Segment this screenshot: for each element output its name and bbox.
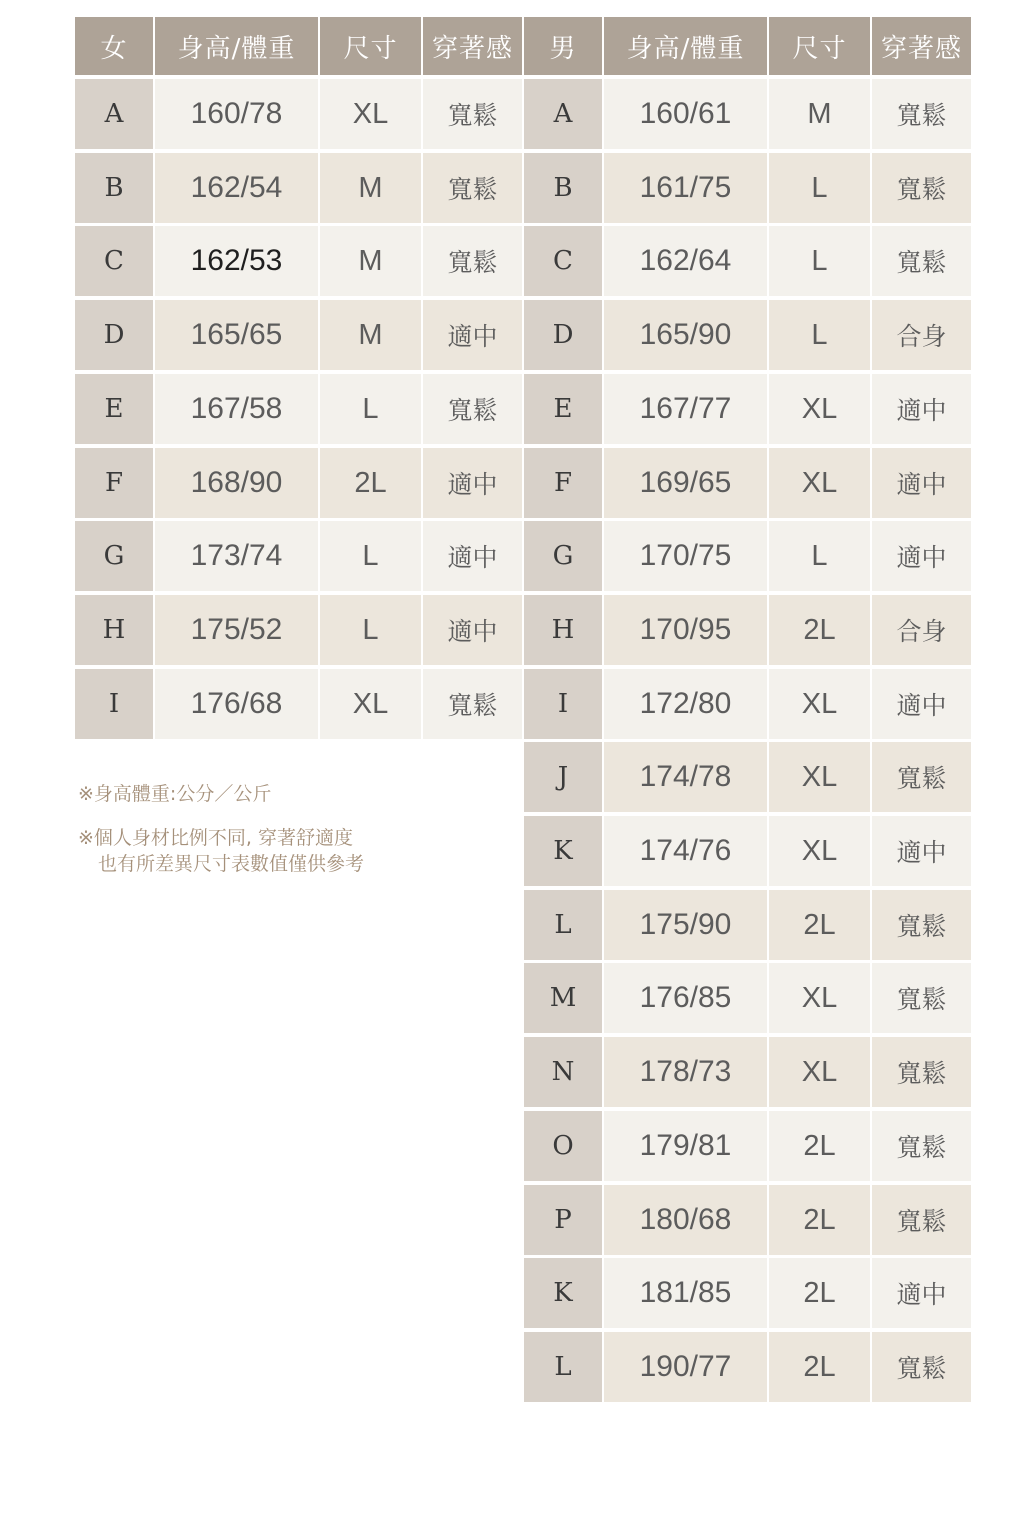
men-height-weight-cell: 174/78 [604, 742, 769, 814]
men-table-row [524, 300, 973, 372]
women-table-row [75, 448, 524, 520]
men-fit-cell: 寬鬆 [872, 226, 973, 298]
men-row-letter: F [524, 448, 604, 520]
women-height-weight-cell: 162/53 [155, 226, 320, 298]
women-fit-cell: 寬鬆 [423, 153, 524, 225]
men-height-weight-cell: 178/73 [604, 1037, 769, 1109]
men-height-weight-cell: 162/64 [604, 226, 769, 298]
women-row-letter: I [75, 669, 155, 741]
women-row-letter: B [75, 153, 155, 225]
women-row-letter: G [75, 521, 155, 593]
men-table-row [524, 521, 973, 593]
men-height-weight-cell: 175/90 [604, 890, 769, 962]
women-size-cell: M [320, 300, 423, 372]
women-fit-cell: 適中 [423, 300, 524, 372]
men-height-weight-cell: 180/68 [604, 1185, 769, 1257]
men-size-cell: XL [769, 963, 872, 1035]
men-table-row [524, 890, 973, 962]
men-fit-cell: 合身 [872, 300, 973, 372]
women-height-weight-cell: 168/90 [155, 448, 320, 520]
men-fit-cell: 寬鬆 [872, 1332, 973, 1404]
women-row-letter: E [75, 374, 155, 446]
women-size-cell: M [320, 226, 423, 298]
men-row-letter: P [524, 1185, 604, 1257]
men-fit-cell: 合身 [872, 595, 973, 667]
men-fit-cell: 寬鬆 [872, 1037, 973, 1109]
men-table-row [524, 963, 973, 1035]
women-row-letter: C [75, 226, 155, 298]
men-fit-cell: 適中 [872, 374, 973, 446]
men-fit-cell: 寬鬆 [872, 1111, 973, 1183]
men-size-cell: 2L [769, 1258, 872, 1330]
unit-note: ※身高體重:公分／公斤 [78, 783, 272, 805]
men-size-cell: XL [769, 816, 872, 888]
men-row-letter: K [524, 1258, 604, 1330]
men-size-cell: 2L [769, 1185, 872, 1257]
men-table-row [524, 226, 973, 298]
women-row-letter: D [75, 300, 155, 372]
women-table-row [75, 669, 524, 741]
men-fit-cell: 寬鬆 [872, 890, 973, 962]
men-row-letter: M [524, 963, 604, 1035]
men-height-weight-cell: 170/95 [604, 595, 769, 667]
women-fit-cell: 寬鬆 [423, 226, 524, 298]
women-table-row [75, 521, 524, 593]
men-size-cell: L [769, 300, 872, 372]
women-height-weight-cell: 167/58 [155, 374, 320, 446]
women-row-letter: A [75, 79, 155, 151]
women-height-weight-cell: 160/78 [155, 79, 320, 151]
women-size-cell: M [320, 153, 423, 225]
men-height-weight-cell: 165/90 [604, 300, 769, 372]
men-fit-cell: 適中 [872, 521, 973, 593]
disclaimer-note-line-1: ※個人身材比例不同, 穿著舒適度 [78, 827, 353, 849]
men-table-row [524, 1185, 973, 1257]
women-height-weight-cell: 175/52 [155, 595, 320, 667]
men-row-letter: N [524, 1037, 604, 1109]
header-women-fit: 穿著感 [423, 17, 524, 77]
men-table-row [524, 816, 973, 888]
men-size-cell: 2L [769, 1111, 872, 1183]
men-size-cell: L [769, 153, 872, 225]
men-height-weight-cell: 176/85 [604, 963, 769, 1035]
men-row-letter: D [524, 300, 604, 372]
men-table-row [524, 1111, 973, 1183]
women-size-cell: L [320, 521, 423, 593]
women-table-row [75, 153, 524, 225]
disclaimer-note-line-2: 也有所差異尺寸表數值僅供參考 [98, 853, 365, 875]
men-size-cell: XL [769, 374, 872, 446]
women-height-weight-cell: 176/68 [155, 669, 320, 741]
men-size-cell: XL [769, 1037, 872, 1109]
men-row-letter: L [524, 1332, 604, 1404]
header-women-height-weight: 身高/體重 [155, 17, 320, 77]
women-height-weight-cell: 173/74 [155, 521, 320, 593]
header-men-fit: 穿著感 [872, 17, 973, 77]
men-row-letter: A [524, 79, 604, 151]
women-size-cell: 2L [320, 448, 423, 520]
men-height-weight-cell: 169/65 [604, 448, 769, 520]
men-row-letter: O [524, 1111, 604, 1183]
women-size-cell: XL [320, 669, 423, 741]
men-size-cell: L [769, 521, 872, 593]
men-table-row [524, 1258, 973, 1330]
men-size-cell: 2L [769, 890, 872, 962]
men-height-weight-cell: 167/77 [604, 374, 769, 446]
women-row-letter: H [75, 595, 155, 667]
men-table-row [524, 79, 973, 151]
women-fit-cell: 適中 [423, 595, 524, 667]
size-notes [78, 781, 364, 877]
men-row-letter: K [524, 816, 604, 888]
women-height-weight-cell: 162/54 [155, 153, 320, 225]
men-height-weight-cell: 190/77 [604, 1332, 769, 1404]
men-fit-cell: 適中 [872, 816, 973, 888]
men-fit-cell: 寬鬆 [872, 1185, 973, 1257]
header-women: 女 [75, 17, 155, 77]
men-row-letter: C [524, 226, 604, 298]
women-table-row [75, 374, 524, 446]
men-table-row [524, 374, 973, 446]
women-height-weight-cell: 165/65 [155, 300, 320, 372]
men-row-letter: G [524, 521, 604, 593]
men-table-row [524, 1332, 973, 1404]
men-fit-cell: 適中 [872, 448, 973, 520]
women-fit-cell: 寬鬆 [423, 669, 524, 741]
men-row-letter: J [524, 742, 604, 814]
women-table-row [75, 79, 524, 151]
men-height-weight-cell: 179/81 [604, 1111, 769, 1183]
men-size-cell: XL [769, 742, 872, 814]
women-table-row [75, 226, 524, 298]
men-row-letter: B [524, 153, 604, 225]
men-height-weight-cell: 160/61 [604, 79, 769, 151]
men-table-row [524, 153, 973, 225]
header-women-size: 尺寸 [320, 17, 423, 77]
women-row-letter: F [75, 448, 155, 520]
header-row [75, 17, 973, 77]
men-table-row [524, 595, 973, 667]
men-row-letter: I [524, 669, 604, 741]
women-size-cell: L [320, 374, 423, 446]
men-height-weight-cell: 170/75 [604, 521, 769, 593]
women-size-cell: L [320, 595, 423, 667]
men-table-row [524, 1037, 973, 1109]
men-fit-cell: 寬鬆 [872, 79, 973, 151]
men-height-weight-cell: 161/75 [604, 153, 769, 225]
men-size-cell: L [769, 226, 872, 298]
women-fit-cell: 適中 [423, 448, 524, 520]
women-fit-cell: 適中 [423, 521, 524, 593]
men-row-letter: H [524, 595, 604, 667]
men-size-cell: 2L [769, 1332, 872, 1404]
women-table-row [75, 300, 524, 372]
header-men: 男 [524, 17, 604, 77]
men-height-weight-cell: 172/80 [604, 669, 769, 741]
men-fit-cell: 適中 [872, 669, 973, 741]
men-fit-cell: 適中 [872, 1258, 973, 1330]
men-height-weight-cell: 181/85 [604, 1258, 769, 1330]
women-fit-cell: 寬鬆 [423, 374, 524, 446]
men-size-cell: XL [769, 448, 872, 520]
women-fit-cell: 寬鬆 [423, 79, 524, 151]
men-fit-cell: 寬鬆 [872, 742, 973, 814]
men-table-row [524, 742, 973, 814]
men-table-row [524, 448, 973, 520]
men-size-cell: M [769, 79, 872, 151]
men-height-weight-cell: 174/76 [604, 816, 769, 888]
men-fit-cell: 寬鬆 [872, 153, 973, 225]
header-men-height-weight: 身高/體重 [604, 17, 769, 77]
header-men-size: 尺寸 [769, 17, 872, 77]
men-row-letter: E [524, 374, 604, 446]
men-table-row [524, 669, 973, 741]
women-table-row [75, 595, 524, 667]
men-fit-cell: 寬鬆 [872, 963, 973, 1035]
men-size-cell: XL [769, 669, 872, 741]
men-size-cell: 2L [769, 595, 872, 667]
men-row-letter: L [524, 890, 604, 962]
women-size-cell: XL [320, 79, 423, 151]
